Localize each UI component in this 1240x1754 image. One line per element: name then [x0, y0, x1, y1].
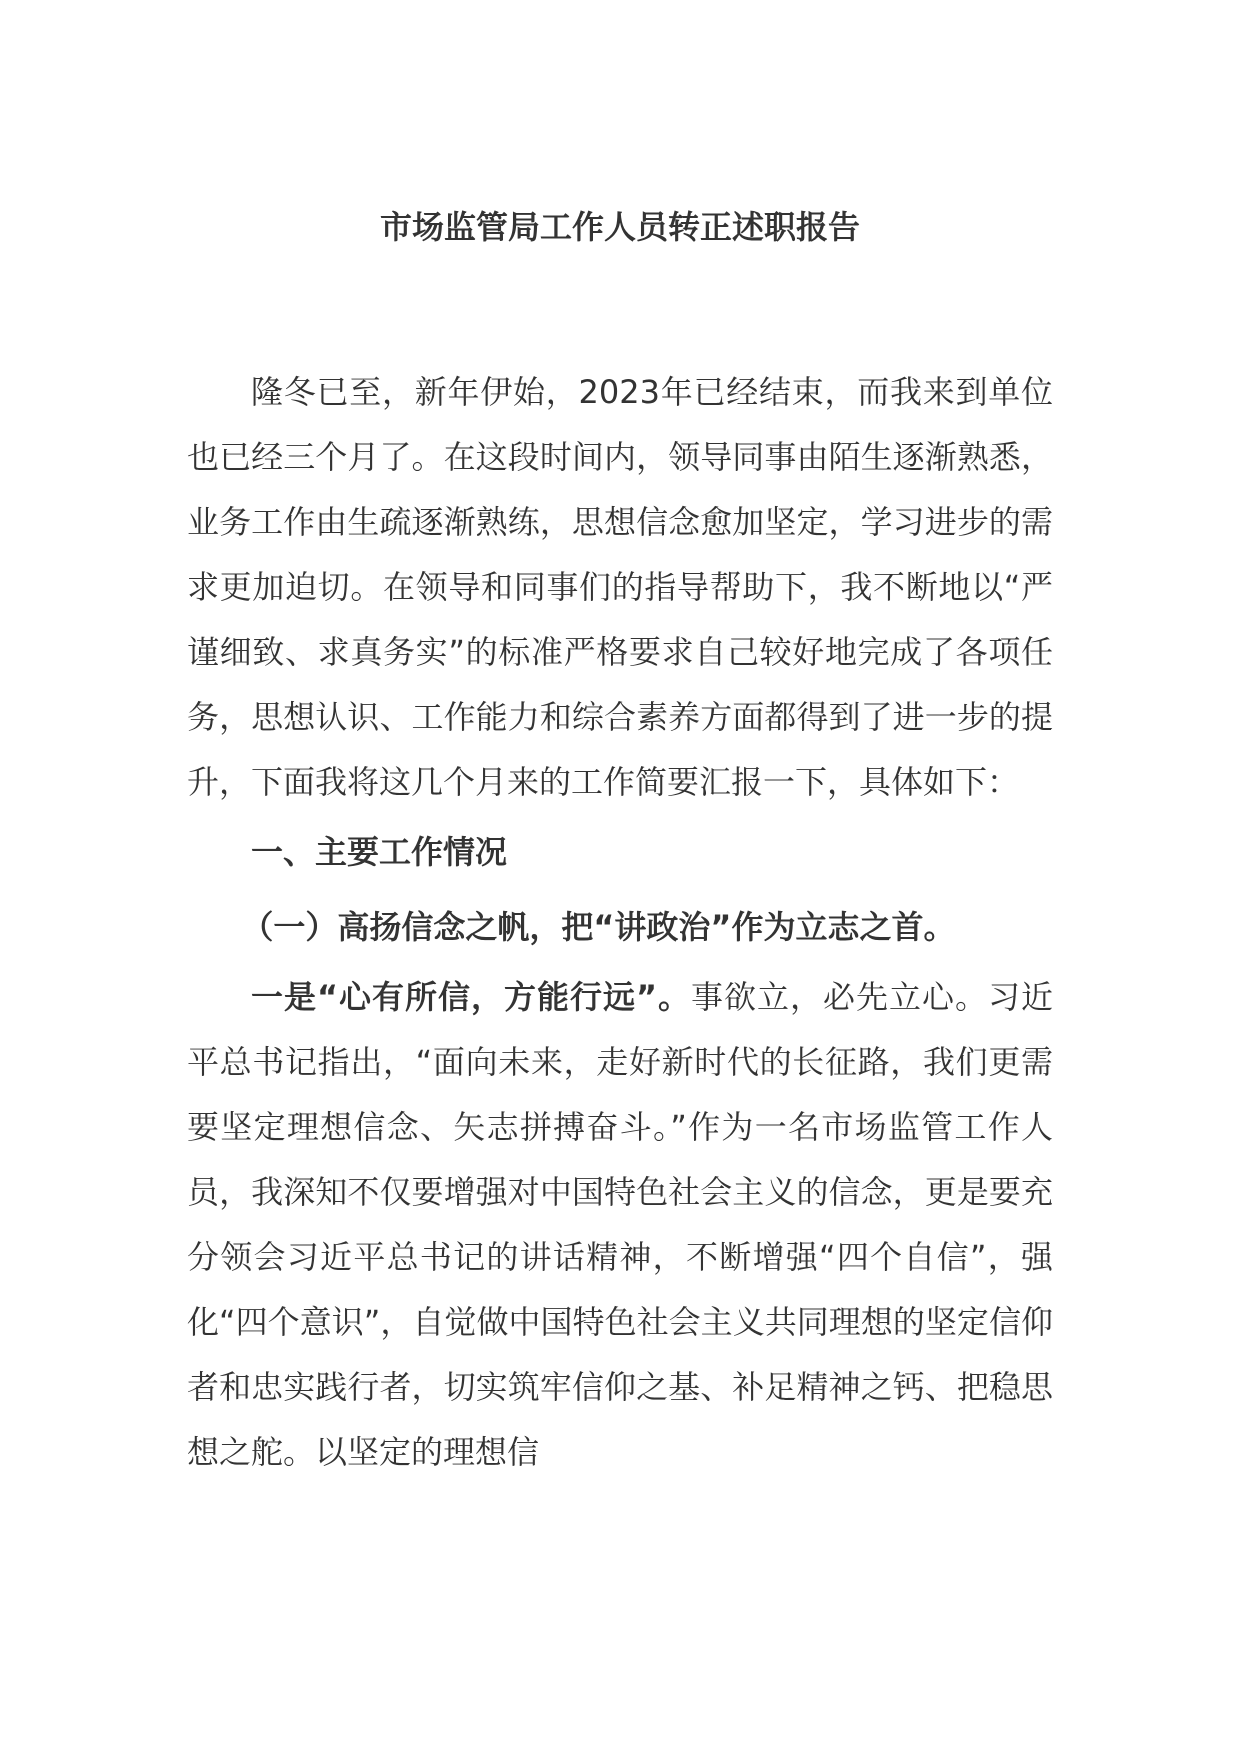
intro-paragraph: 隆冬已至，新年伊始，2023年已经结束，而我来到单位也已经三个月了。在这段时间内，领导同事由陌生逐渐熟悉，业务工作由生疏逐渐熟练，思想信念愈加坚定，学习进步的需求更加迫切。在领导和同事们的指导帮助下，我不断地以“严谨细致、求真务实”的标准严格要求自己较好地完成了各项任务，思想认识、工作能力和综合素养方面都得到了进一步的提升，下面我将这几个月来的工作简要汇报一下，具体如下：	[187, 373, 1053, 801]
subsection-heading: （一）高扬信念之帆，把“讲政治”作为立志之首。	[241, 908, 956, 946]
document-title: 市场监管局工作人员转正述职报告	[379, 208, 860, 246]
point-text: 事欲立，必先立心。习近平总书记指出，“面向未来，走好新时代的长征路，我们更需要坚定理想信念、矢志拼搏奋斗。”作为一名市场监管工作人员，我深知不仅要增强对中国特色社会主义的信念，更是要充分领会习近平总书记的讲话精神，不断增强“四个自信”，强化“四个意识”，自觉做中国特色社会主义共同理想的坚定信仰者和忠实践行者，切实筑牢信仰之基、补足精神之钙、把稳思想之舵。以坚定的理想信	[187, 978, 1053, 1471]
point-paragraph	[187, 965, 1053, 1485]
point-lead: 一是“心有所信，方能行远”。	[251, 978, 692, 1016]
section-heading: 一、主要工作情况	[251, 833, 508, 871]
document-body	[187, 360, 1053, 1485]
